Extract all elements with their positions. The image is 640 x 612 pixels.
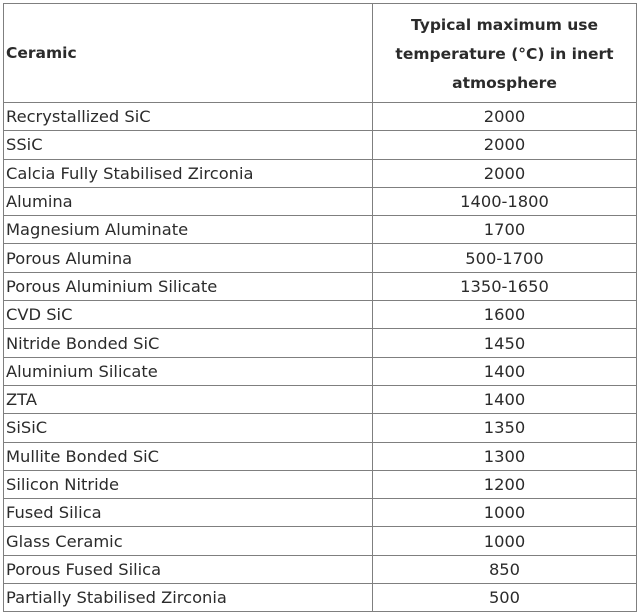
ceramic-name-cell: Magnesium Aluminate [4, 216, 373, 244]
table-row [4, 272, 637, 300]
table-row [4, 470, 637, 498]
table-row [4, 103, 637, 131]
temperature-cell: 850 [373, 555, 637, 583]
table-body [4, 103, 637, 612]
header-ceramic: Ceramic [4, 4, 373, 103]
ceramic-name-cell: Porous Fused Silica [4, 555, 373, 583]
temperature-cell: 1700 [373, 216, 637, 244]
temperature-cell: 2000 [373, 131, 637, 159]
ceramics-temperature-table [3, 3, 637, 612]
ceramic-name-cell: Partially Stabilised Zirconia [4, 584, 373, 612]
table-row [4, 584, 637, 612]
temperature-cell: 1300 [373, 442, 637, 470]
temperature-cell: 1450 [373, 329, 637, 357]
temperature-cell: 1400 [373, 385, 637, 413]
table-row [4, 301, 637, 329]
ceramic-name-cell: Fused Silica [4, 499, 373, 527]
temperature-cell: 1350 [373, 414, 637, 442]
ceramic-name-cell: Silicon Nitride [4, 470, 373, 498]
table-row [4, 527, 637, 555]
ceramic-name-cell: Nitride Bonded SiC [4, 329, 373, 357]
ceramic-name-cell: SSiC [4, 131, 373, 159]
temperature-cell: 1400-1800 [373, 187, 637, 215]
header-temperature: Typical maximum use temperature (°C) in inert atmosphere [373, 4, 637, 103]
table-row [4, 414, 637, 442]
temperature-cell: 1000 [373, 499, 637, 527]
table-row [4, 442, 637, 470]
table-header [4, 4, 637, 103]
table-row [4, 329, 637, 357]
table-row [4, 499, 637, 527]
ceramic-name-cell: CVD SiC [4, 301, 373, 329]
temperature-cell: 500 [373, 584, 637, 612]
table-row [4, 131, 637, 159]
temperature-cell: 1400 [373, 357, 637, 385]
temperature-cell: 2000 [373, 103, 637, 131]
ceramic-name-cell: Porous Alumina [4, 244, 373, 272]
ceramic-name-cell: ZTA [4, 385, 373, 413]
ceramic-name-cell: Alumina [4, 187, 373, 215]
table-row [4, 385, 637, 413]
header-row [4, 4, 637, 103]
table-row [4, 244, 637, 272]
table-row [4, 357, 637, 385]
table-row [4, 187, 637, 215]
ceramic-name-cell: SiSiC [4, 414, 373, 442]
ceramic-name-cell: Recrystallized SiC [4, 103, 373, 131]
ceramic-name-cell: Aluminium Silicate [4, 357, 373, 385]
table-row [4, 159, 637, 187]
table-row [4, 555, 637, 583]
temperature-cell: 1000 [373, 527, 637, 555]
ceramic-name-cell: Glass Ceramic [4, 527, 373, 555]
temperature-cell: 2000 [373, 159, 637, 187]
ceramic-name-cell: Porous Aluminium Silicate [4, 272, 373, 300]
temperature-cell: 1350-1650 [373, 272, 637, 300]
ceramic-name-cell: Mullite Bonded SiC [4, 442, 373, 470]
temperature-cell: 500-1700 [373, 244, 637, 272]
table-row [4, 216, 637, 244]
temperature-cell: 1200 [373, 470, 637, 498]
temperature-cell: 1600 [373, 301, 637, 329]
ceramic-name-cell: Calcia Fully Stabilised Zirconia [4, 159, 373, 187]
